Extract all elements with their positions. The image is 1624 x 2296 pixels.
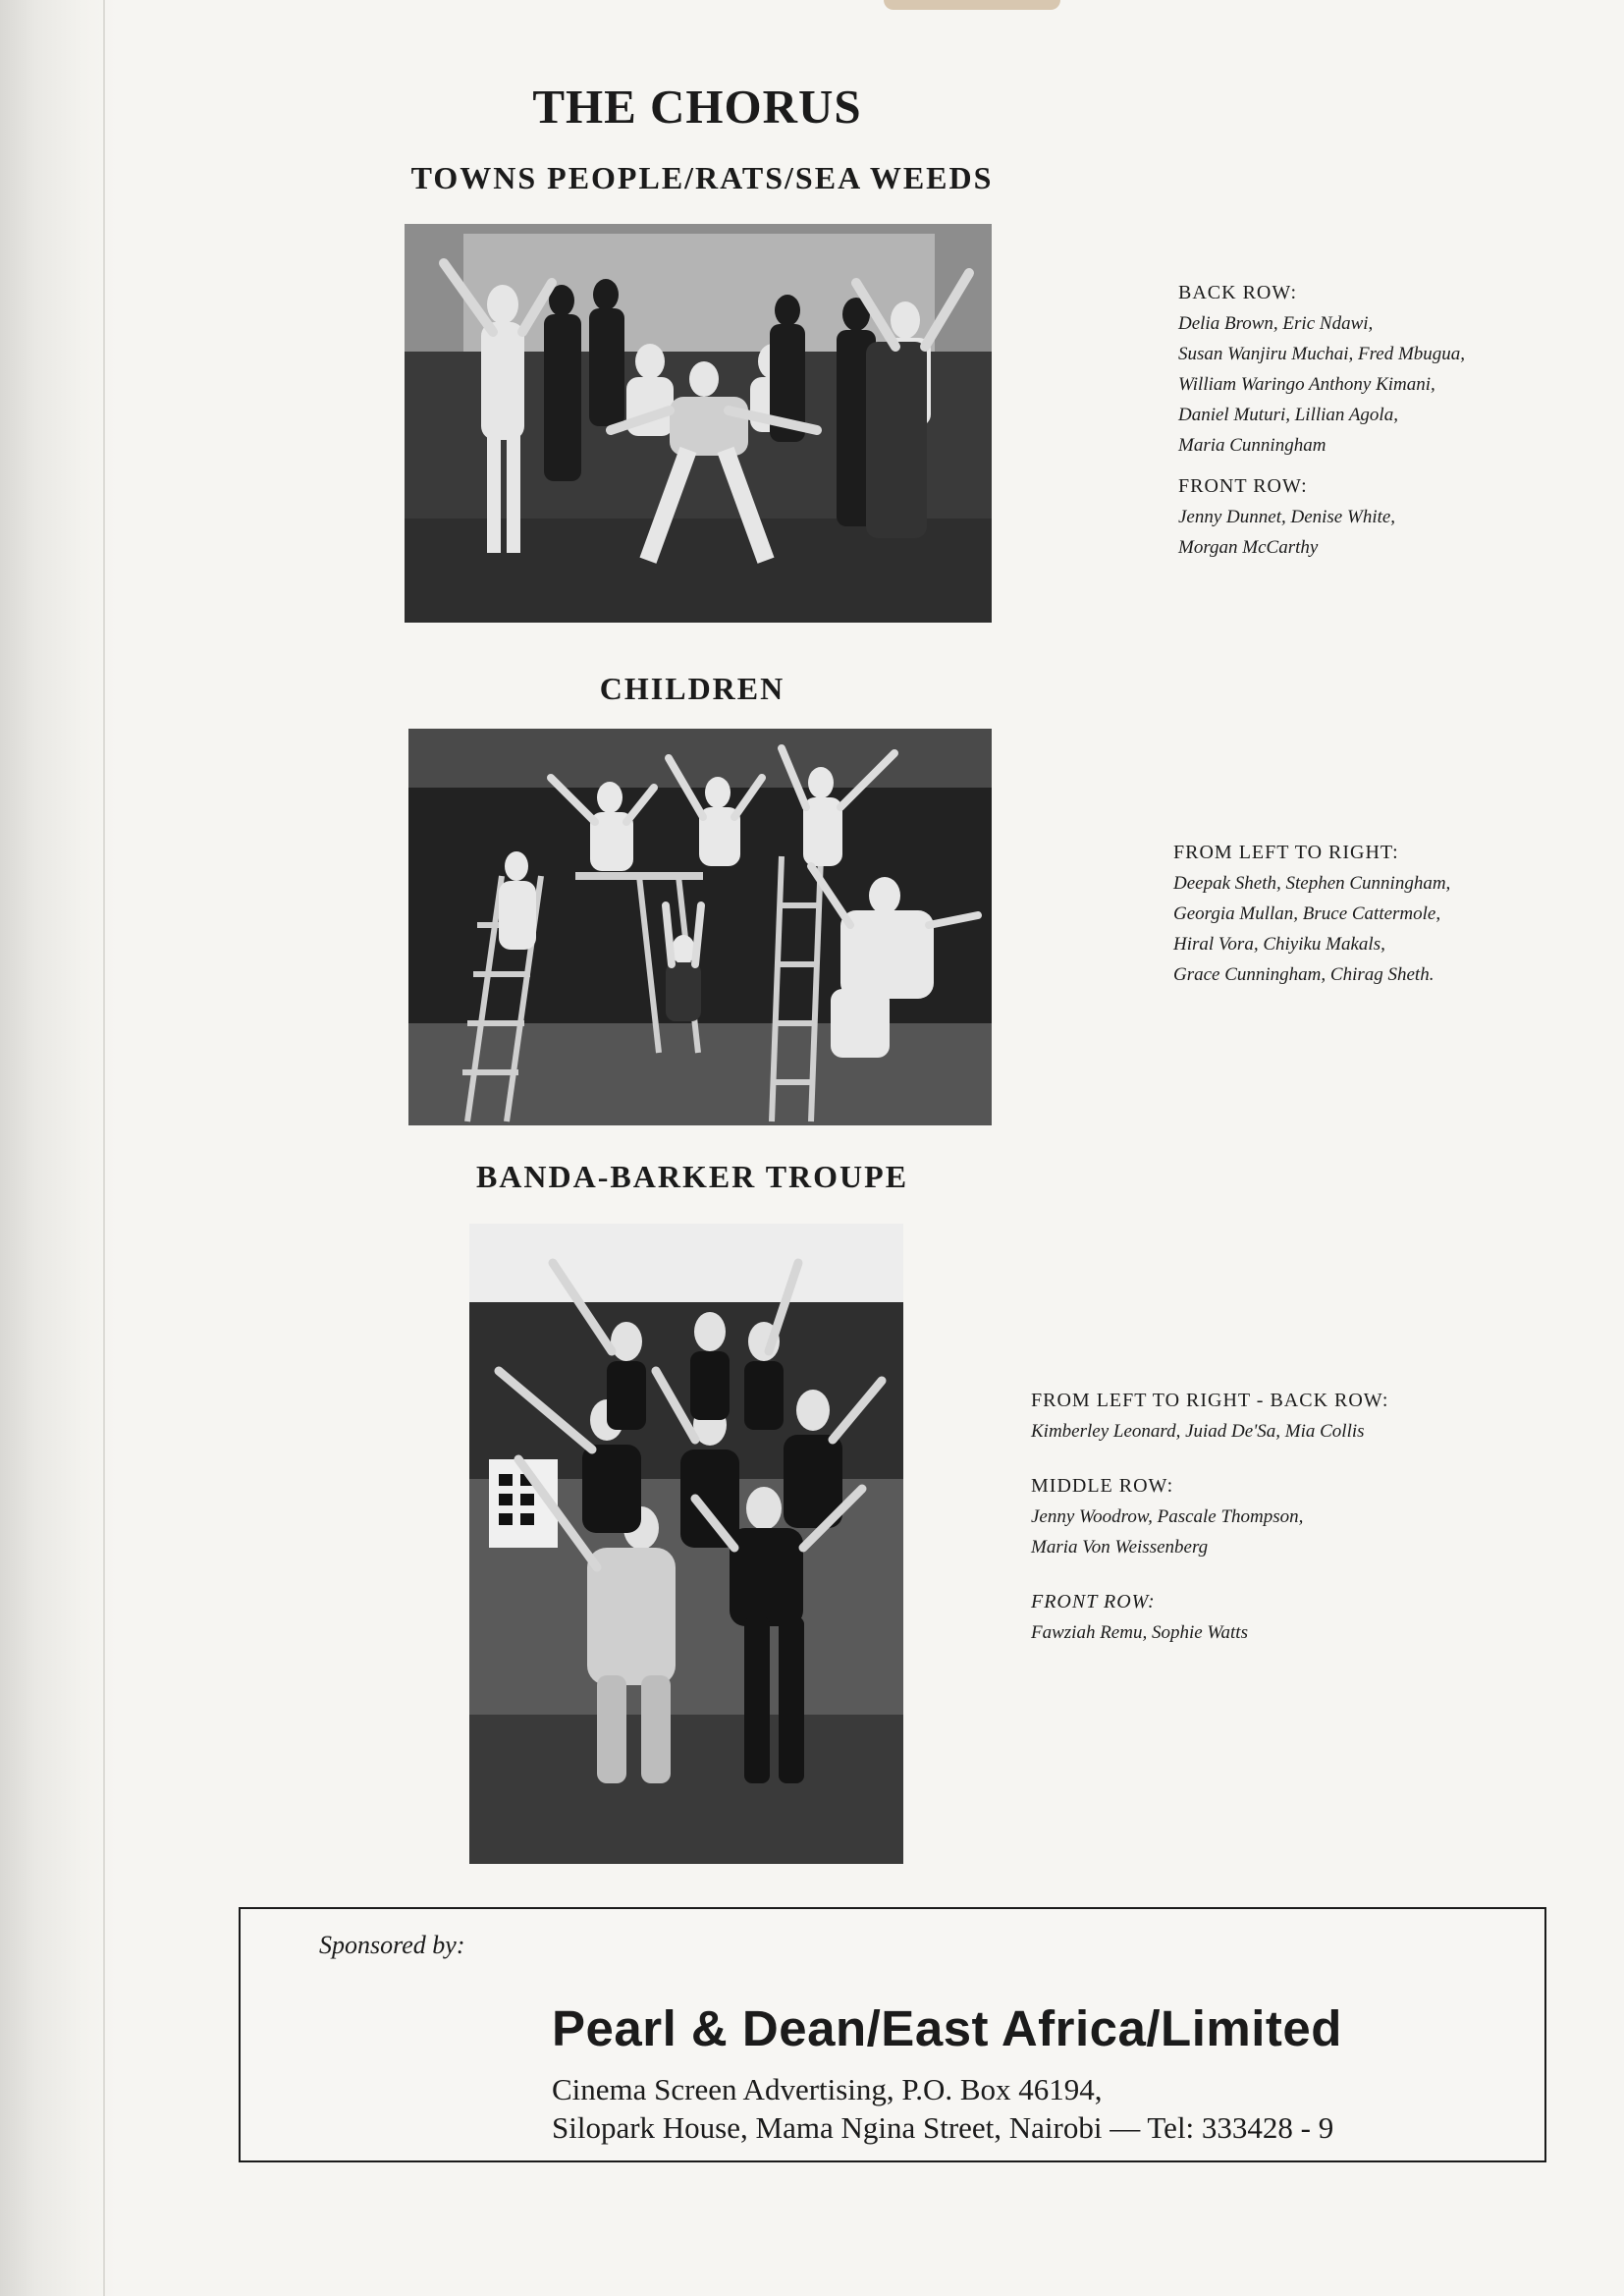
troupe-back-row-line: Kimberley Leonard, Juiad De'Sa, Mia Collis xyxy=(1031,1421,1365,1442)
troupe-front-row-names xyxy=(1031,1617,1388,1648)
chorus-back-row-line: William Waringo Anthony Kimani, xyxy=(1178,374,1435,395)
troupe-middle-row-line: Maria Von Weissenberg xyxy=(1031,1537,1209,1558)
troupe-caption xyxy=(1031,1385,1388,1648)
chorus-back-row-line: Delia Brown, Eric Ndawi, xyxy=(1178,313,1374,334)
sponsor-company-name: Pearl & Dean/East Africa/Limited xyxy=(552,2000,1342,2056)
troupe-front-row-line: Fawziah Remu, Sophie Watts xyxy=(1031,1622,1248,1643)
troupe-section-title: BANDA-BARKER TROUPE xyxy=(475,1159,909,1194)
children-line: Deepak Sheth, Stephen Cunningham, xyxy=(1173,873,1451,894)
children-line: Hiral Vora, Chiyiku Makals, xyxy=(1173,934,1385,955)
children-caption xyxy=(1173,837,1450,990)
children-line: Georgia Mullan, Bruce Cattermole, xyxy=(1173,903,1441,924)
children-section-title: CHILDREN xyxy=(599,671,785,706)
children-line: Grace Cunningham, Chirag Sheth. xyxy=(1173,964,1435,985)
troupe-front-row-header: FRONT ROW: xyxy=(1031,1591,1156,1613)
chorus-back-row-header: BACK ROW: xyxy=(1178,282,1298,303)
sponsor-box xyxy=(239,1907,1546,2162)
chorus-back-row-names xyxy=(1178,308,1465,461)
chorus-front-row-names xyxy=(1178,502,1465,563)
chorus-back-row-line: Susan Wanjiru Muchai, Fred Mbugua, xyxy=(1178,344,1466,364)
chorus-back-row-line: Daniel Muturi, Lillian Agola, xyxy=(1178,405,1398,425)
chorus-caption xyxy=(1178,277,1465,563)
chorus-front-row-line: Morgan McCarthy xyxy=(1178,537,1319,558)
troupe-middle-row-line: Jenny Woodrow, Pascale Thompson, xyxy=(1031,1506,1304,1527)
troupe-back-row-names xyxy=(1031,1416,1388,1447)
page-fold-line xyxy=(103,0,105,2296)
troupe-photo xyxy=(469,1224,903,1864)
sponsored-by-label: Sponsored by: xyxy=(319,1931,465,1959)
chorus-back-row-line: Maria Cunningham xyxy=(1178,435,1326,456)
sponsor-address-line-2: Silopark House, Mama Ngina Street, Nairobi — Tel: 333428 - 9 xyxy=(552,2110,1334,2145)
troupe-middle-row-names xyxy=(1031,1502,1388,1562)
sponsor-address-line-1: Cinema Screen Advertising, P.O. Box 46194, xyxy=(552,2072,1103,2106)
troupe-back-row-header: FROM LEFT TO RIGHT - BACK ROW: xyxy=(1031,1390,1389,1411)
chorus-section-title: TOWNS PEOPLE/RATS/SEA WEEDS xyxy=(410,160,994,195)
troupe-middle-row-header: MIDDLE ROW: xyxy=(1031,1475,1174,1497)
chorus-front-row-line: Jenny Dunnet, Denise White, xyxy=(1178,507,1396,527)
children-header: FROM LEFT TO RIGHT: xyxy=(1173,842,1399,863)
children-names xyxy=(1173,868,1450,990)
page-title: THE CHORUS xyxy=(532,80,862,134)
chorus-front-row-header: FRONT ROW: xyxy=(1178,475,1308,497)
children-photo xyxy=(408,729,992,1125)
paper-tear xyxy=(884,0,1060,10)
chorus-photo xyxy=(405,224,992,623)
page-spine-shadow xyxy=(0,0,118,2296)
